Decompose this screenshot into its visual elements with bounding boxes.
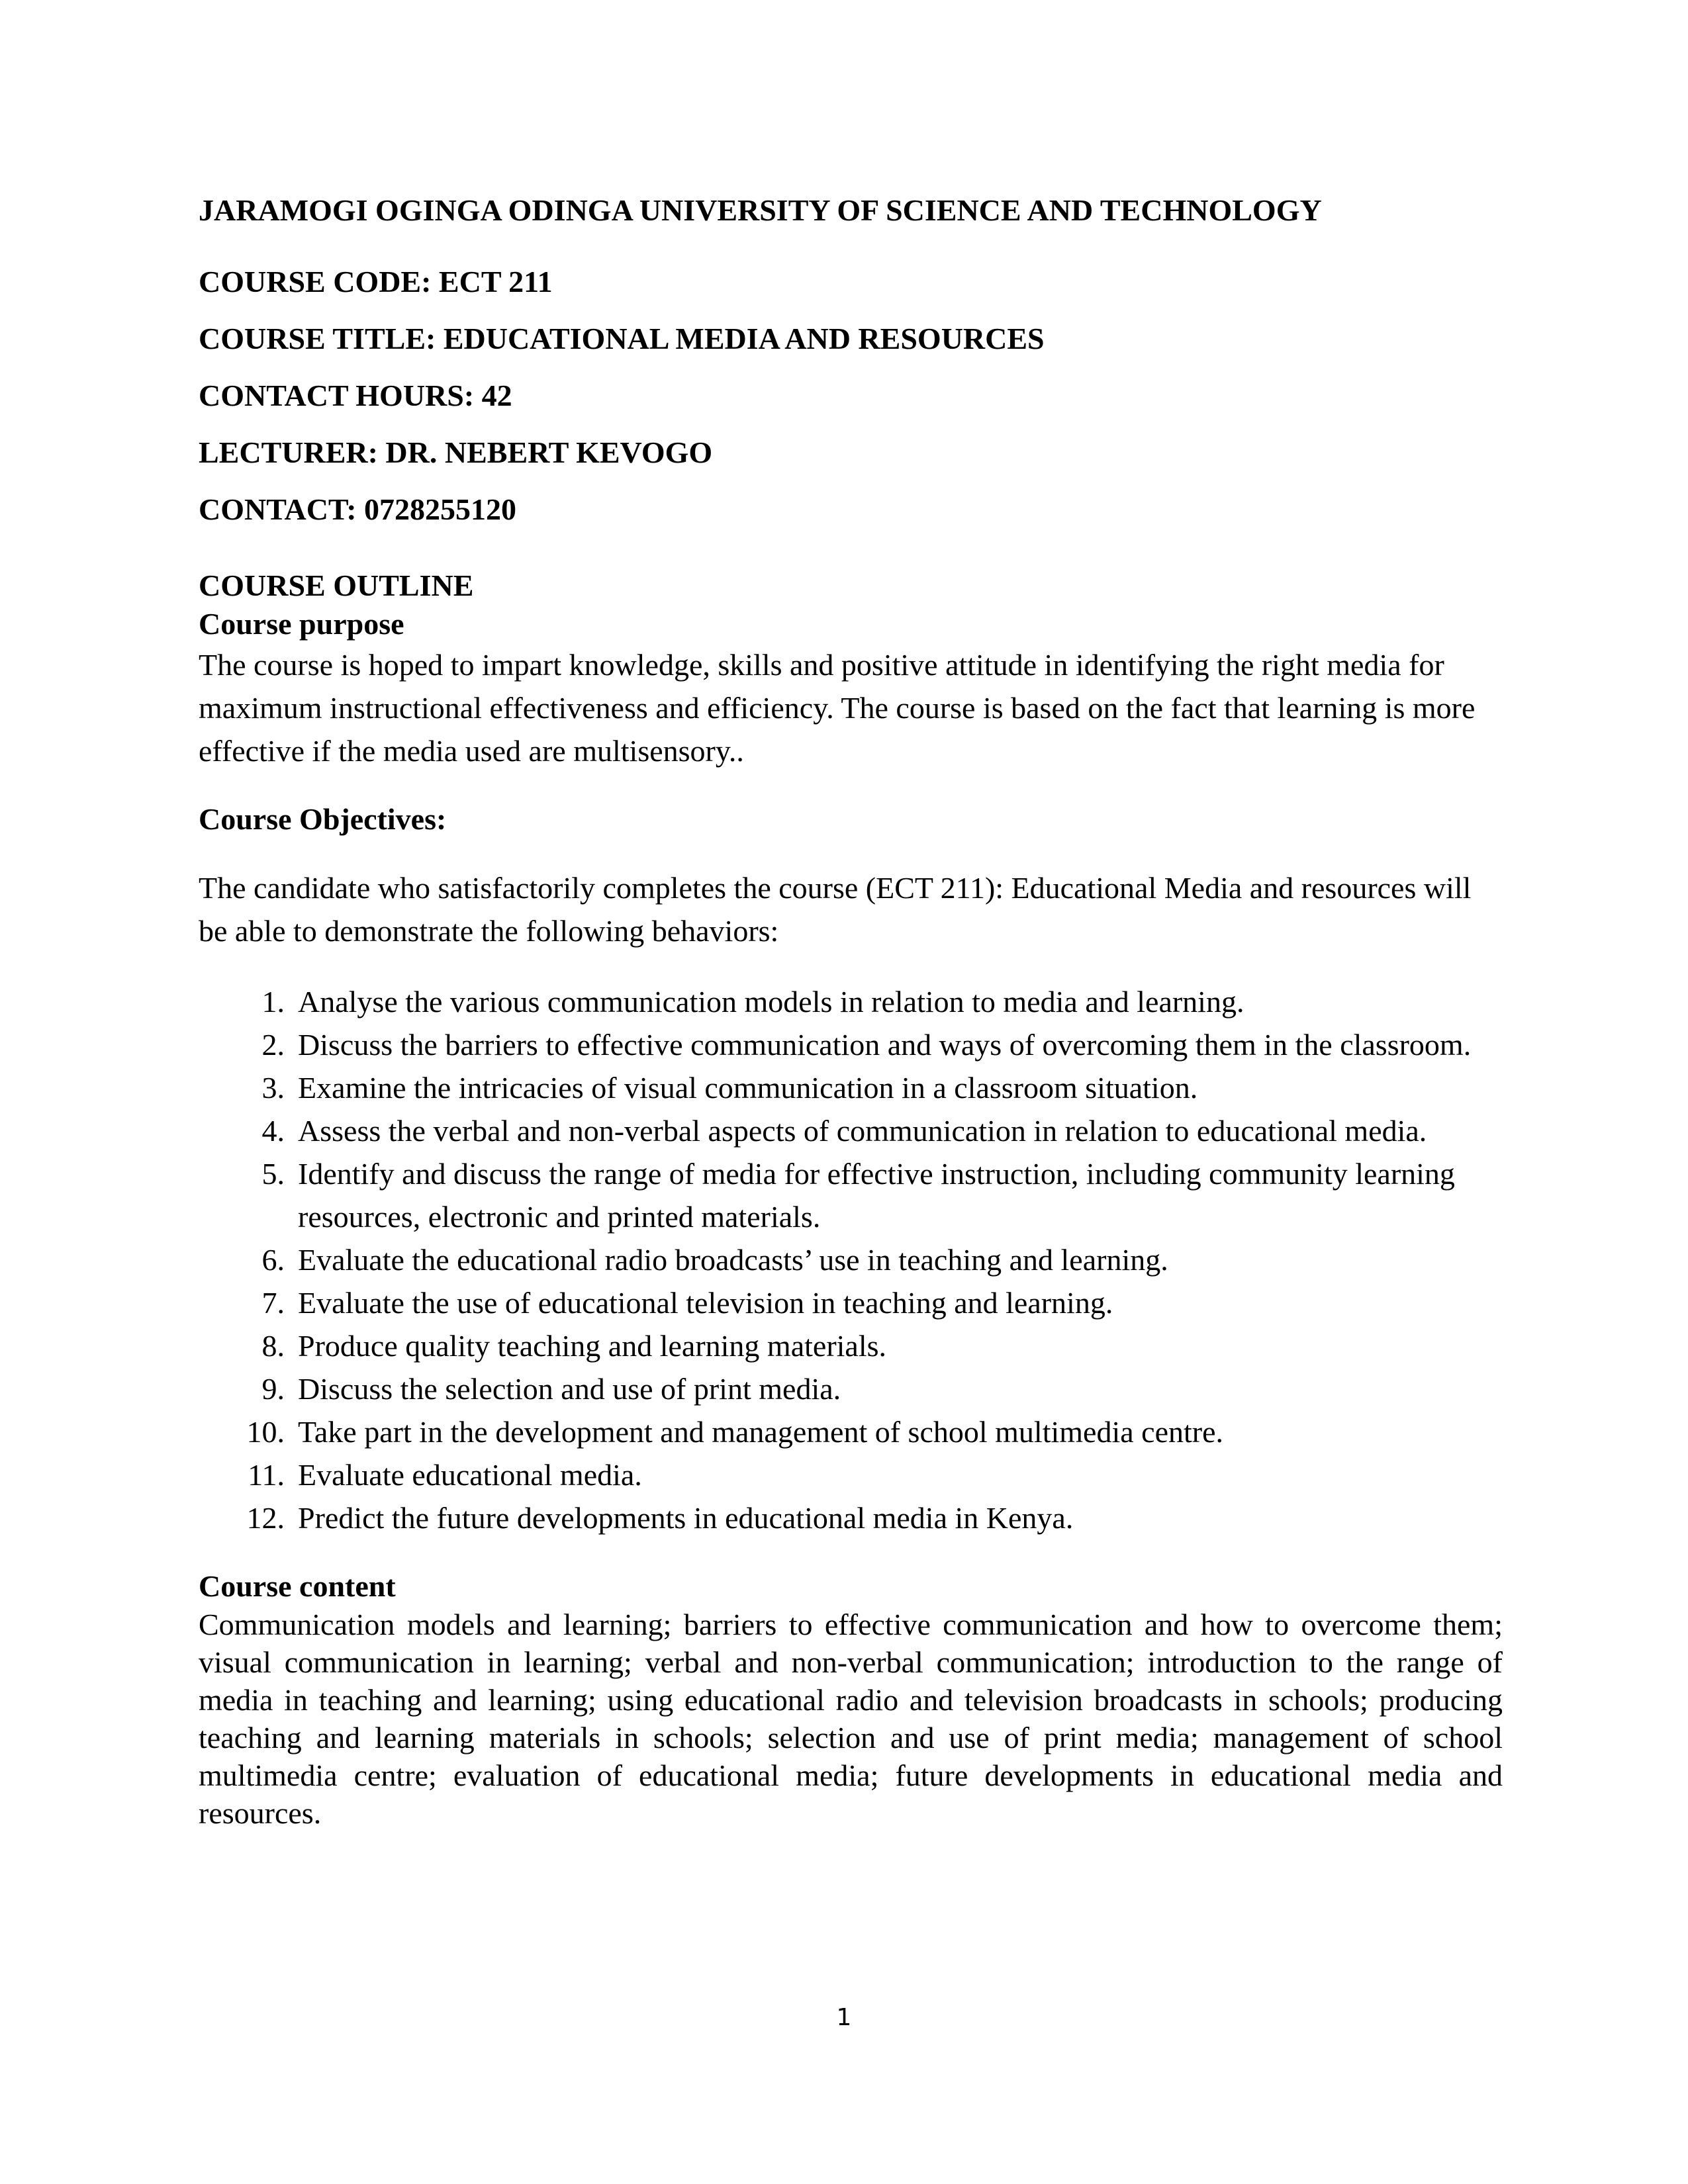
list-item-number: 8. (261, 1329, 285, 1363)
list-item (199, 1496, 1503, 1539)
list-item-text: Evaluate the use of educational television in teaching and learning. (298, 1286, 1113, 1320)
list-item-text: Analyse the various communication models in relation to media and learning. (298, 985, 1244, 1019)
course-content-text: Communication models and learning; barriers to effective communication and how to overcome them; visual communication in learning; verbal and non-verbal communication; introduction to the range of media in teaching and learning; using educational radio and television broadcasts in schools; producing teaching and learning materials in schools; selection and use of print media; management of school multimedia centre; evaluation of educational media; future developments in educational media and resources. (199, 1608, 1503, 1830)
list-item (199, 1367, 1503, 1410)
contact-hours: CONTACT HOURS: 42 (199, 379, 512, 412)
list-item-text: Take part in the development and management of school multimedia centre. (298, 1415, 1224, 1449)
list-item (199, 1023, 1503, 1066)
list-item-text: Produce quality teaching and learning materials. (298, 1329, 887, 1363)
objectives-list (199, 980, 1503, 1539)
list-item-number: 9. (261, 1372, 285, 1406)
list-item-text: Evaluate the educational radio broadcasts’ use in teaching and learning. (298, 1243, 1168, 1277)
list-item (199, 980, 1503, 1023)
list-item-number: 12. (246, 1501, 285, 1535)
list-item-text: Identify and discuss the range of media for effective instruction, including community learning resources, electronic and printed materials. (298, 1157, 1455, 1234)
list-item (199, 1066, 1503, 1109)
list-item-text: Predict the future developments in educational media in Kenya. (298, 1501, 1074, 1535)
course-purpose-heading: Course purpose (199, 607, 404, 641)
course-content-heading: Course content (199, 1569, 396, 1603)
document-page (199, 192, 1503, 1832)
list-item (199, 1410, 1503, 1453)
list-item-number: 3. (261, 1071, 285, 1105)
course-purpose-text: The course is hoped to impart knowledge, skills and positive attitude in identifying the right media for maximum instructional effectiveness and efficiency. The course is based on the fact that learning is more effective if the media used are multisensory.. (199, 648, 1476, 768)
list-item-number: 4. (261, 1114, 285, 1148)
course-objectives-intro: The candidate who satisfactorily completes the course (ECT 211): Educational Media and resources will be able to demonstrate the following behaviors: (199, 871, 1472, 948)
list-item-text: Assess the verbal and non-verbal aspects of communication in relation to educational media. (298, 1114, 1427, 1148)
list-item-text: Discuss the selection and use of print media. (298, 1372, 841, 1406)
lecturer: LECTURER: DR. NEBERT KEVOGO (199, 435, 713, 469)
list-item (199, 1109, 1503, 1152)
course-code: COURSE CODE: ECT 211 (199, 265, 553, 298)
contact-number: CONTACT: 0728255120 (199, 492, 517, 526)
list-item-number: 6. (261, 1243, 285, 1277)
list-item-text: Discuss the barriers to effective communication and ways of overcoming them in the classroom. (298, 1028, 1472, 1062)
list-item (199, 1152, 1503, 1238)
list-item-number: 7. (261, 1286, 285, 1320)
course-objectives-heading: Course Objectives: (199, 802, 447, 836)
page-number: 1 (836, 2004, 852, 2031)
list-item (199, 1238, 1503, 1281)
list-item-text: Evaluate educational media. (298, 1458, 642, 1492)
list-item-number: 1. (261, 985, 285, 1019)
list-item-text: Examine the intricacies of visual communication in a classroom situation. (298, 1071, 1198, 1105)
course-title: COURSE TITLE: EDUCATIONAL MEDIA AND RESOURCES (199, 322, 1045, 355)
list-item-number: 11. (248, 1458, 285, 1492)
university-name: JARAMOGI OGINGA ODINGA UNIVERSITY OF SCIENCE AND TECHNOLOGY (199, 193, 1322, 227)
list-item (199, 1281, 1503, 1324)
list-item-number: 5. (261, 1157, 285, 1191)
list-item-number: 2. (261, 1028, 285, 1062)
list-item (199, 1324, 1503, 1367)
course-outline-heading: COURSE OUTLINE (199, 569, 474, 602)
list-item (199, 1453, 1503, 1496)
list-item-number: 10. (246, 1415, 285, 1449)
